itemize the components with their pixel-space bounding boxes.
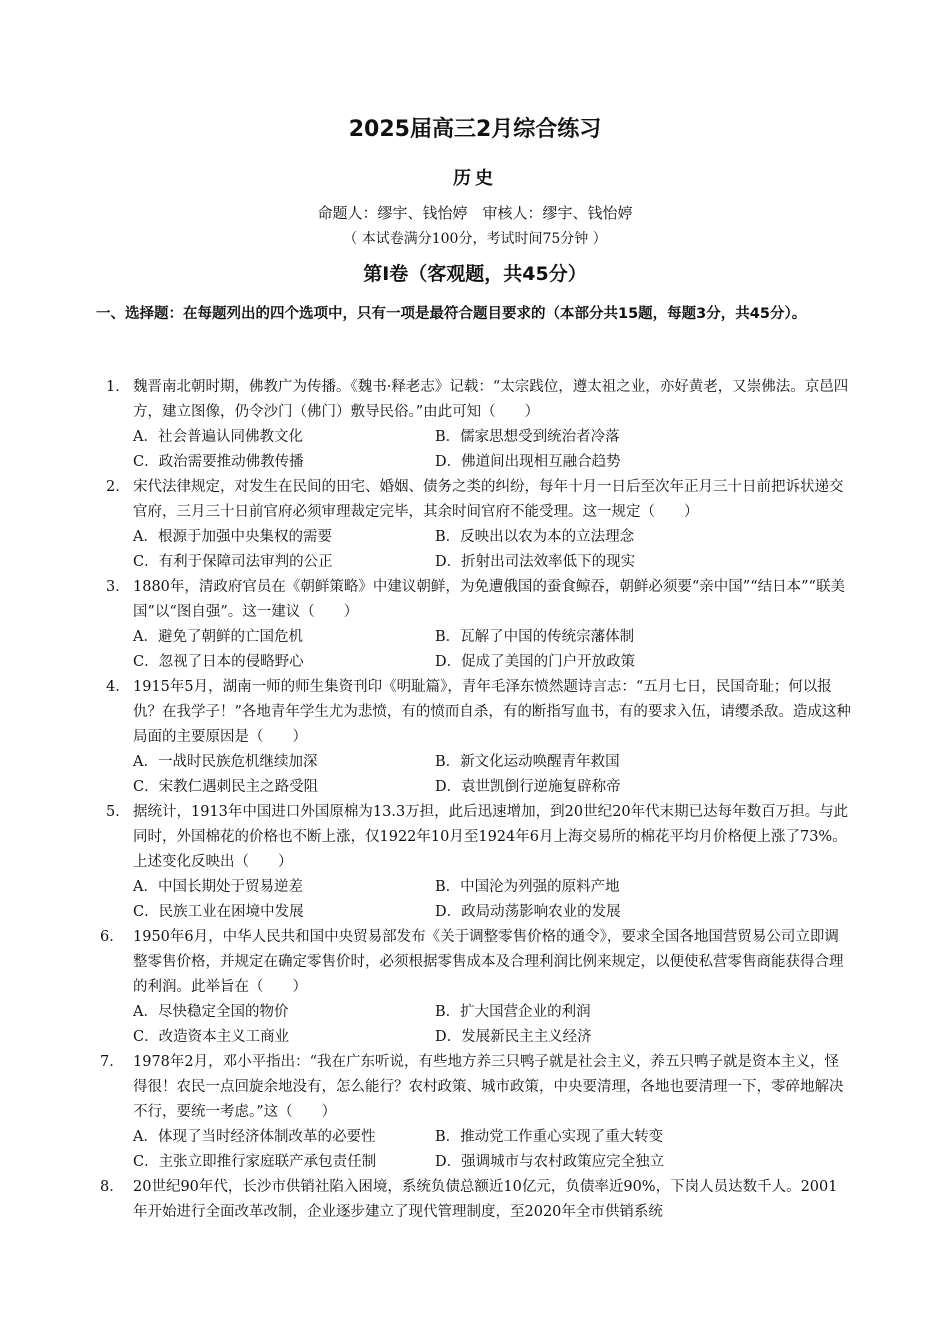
option-d: D．政局动荡影响农业的发展 — [435, 904, 621, 920]
question-number: 8． — [100, 1179, 124, 1195]
option-c: C．有利于保障司法审判的公正 — [133, 554, 333, 570]
question — [0, 575, 950, 675]
question — [0, 375, 950, 475]
option-a: A．体现了当时经济体制改革的必要性 — [133, 1129, 376, 1145]
option-c: C．主张立即推行家庭联产承包责任制 — [133, 1154, 377, 1170]
option-d: D．袁世凯倒行逆施复辟称帝 — [435, 779, 621, 795]
option-d: D．佛道间出现相互融合趋势 — [435, 454, 621, 470]
options — [133, 875, 950, 925]
options — [133, 1125, 950, 1175]
question — [0, 475, 950, 575]
question-stem: 魏晋南北朝时期，佛教广为传播。《魏书·释老志》记载：“太宗践位，遵太祖之业，亦好黄老，又崇佛法。京邑四方，建立图像，仍令沙门（佛门）敷导民俗。”由此可知（ ） — [133, 379, 849, 420]
option-d: D．强调城市与农村政策应完全独立 — [435, 1154, 665, 1170]
question — [0, 1175, 950, 1225]
question — [0, 925, 950, 1050]
options — [133, 750, 950, 800]
option-b: B．新文化运动唤醒青年救国 — [435, 754, 620, 770]
question-stem: 1950年6月，中华人民共和国中央贸易部发布《关于调整零售价格的通令》，要求全国各地国营贸易公司立即调整零售价格，并规定在确定零售价时，必须根据零售成本及合理利润比例来规定，以便使私营零售商能获得合理的利润。此举旨在（ ） — [133, 929, 844, 995]
section-instruction: 一、选择题：在每题列出的四个选项中，只有一项是最符合题目要求的（本部分共15题，每题3分，共45分）。 — [96, 306, 807, 322]
option-a: A．一战时民族危机继续加深 — [133, 754, 318, 770]
exam-note: （ 本试卷满分100分，考试时间75分钟 ） — [343, 231, 607, 247]
option-a: A．根源于加强中央集权的需要 — [133, 529, 332, 545]
question-stem: 宋代法律规定，对发生在民间的田宅、婚姻、债务之类的纠纷，每年十月一日后至次年正月三十日前把诉状递交官府，三月三十日前官府必须审理裁定完毕，其余时间官府不能受理。这一规定（ ） — [133, 479, 844, 520]
options — [133, 525, 950, 575]
options — [133, 1000, 950, 1050]
question-number: 7． — [100, 1054, 124, 1070]
question — [0, 1050, 950, 1175]
option-d: D．促成了美国的门户开放政策 — [435, 654, 636, 670]
option-b: B．儒家思想受到统治者冷落 — [435, 429, 620, 445]
option-c: C．政治需要推动佛教传播 — [133, 454, 304, 470]
question-stem: 1880年，清政府官员在《朝鲜策略》中建议朝鲜，为免遭俄国的蚕食鲸吞，朝鲜必须要“亲中国”“结日本”“联美国”以“图自强”。这一建议（ ） — [133, 579, 845, 620]
option-b: B．中国沦为列强的原料产地 — [435, 879, 620, 895]
option-a: A．尽快稳定全国的物价 — [133, 1004, 289, 1020]
option-b: B．扩大国营企业的利润 — [435, 1004, 591, 1020]
options — [133, 425, 950, 475]
question-stem: 1915年5月，湖南一师的师生集资刊印《明耻篇》，青年毛泽东愤然题诗言志：“五月七日，民国奇耻；何以报仇？在我学子！”各地青年学生尤为悲愤，有的愤而自杀，有的断指写血书，有的要求入伍，请缨杀敌。造成这种局面的主要原因是（ ） — [133, 679, 851, 745]
question-stem: 1978年2月，邓小平指出：“我在广东听说，有些地方养三只鸭子就是社会主义，养五只鸭子就是资本主义，怪得很！农民一点回旋余地没有，怎么能行？农村政策、城市政策，中央要清理，各地也要清理一下，零碎地解决不行，要统一考虑。”这（ ） — [133, 1054, 844, 1120]
question-number: 1． — [106, 379, 130, 395]
option-a: A．避免了朝鲜的亡国危机 — [133, 629, 303, 645]
subject-heading: 历史 — [453, 168, 497, 189]
option-c: C．民族工业在困境中发展 — [133, 904, 304, 920]
question-stem: 20世纪90年代，长沙市供销社陷入困境，系统负债总额近10亿元，负债率近90%，下岗人员达数千人。2001年开始进行全面改革改制，企业逐步建立了现代管理制度，至2020年全市供销系统 — [133, 1179, 838, 1220]
option-b: B．推动党工作重心实现了重大转变 — [435, 1129, 664, 1145]
option-d: D．发展新民主主义经济 — [435, 1029, 592, 1045]
question-number: 6． — [100, 929, 124, 945]
exam-title: 2025届高三2月综合练习 — [348, 117, 602, 142]
question-number: 5． — [106, 804, 130, 820]
option-c: C．忽视了日本的侵略野心 — [133, 654, 304, 670]
question — [0, 675, 950, 800]
author-line: 命题人：缪宇、钱怡婷 审核人：缪宇、钱怡婷 — [317, 204, 633, 222]
option-c: C．改造资本主义工商业 — [133, 1029, 290, 1045]
option-a: A．中国长期处于贸易逆差 — [133, 879, 303, 895]
question — [0, 800, 950, 925]
section-title: 第Ⅰ卷（客观题，共45分） — [363, 263, 587, 285]
question-number: 2． — [106, 479, 130, 495]
question-list — [0, 375, 950, 1225]
question-stem: 据统计，1913年中国进口外国原棉为13.3万担，此后迅速增加，到20世纪20年代末期已达每年数百万担。与此同时，外国棉花的价格也不断上涨，仅1922年10月至1924年6月上海交易所的棉花平均月价格便上涨了73%。上述变化反映出（ ） — [133, 804, 849, 870]
question-number: 3． — [106, 579, 130, 595]
options — [133, 625, 950, 675]
option-b: B．瓦解了中国的传统宗藩体制 — [435, 629, 635, 645]
question-number: 4． — [106, 679, 130, 695]
option-d: D．折射出司法效率低下的现实 — [435, 554, 636, 570]
option-b: B．反映出以农为本的立法理念 — [435, 529, 635, 545]
option-c: C．宋教仁遇刺民主之路受阻 — [133, 779, 319, 795]
option-a: A．社会普遍认同佛教文化 — [133, 429, 303, 445]
